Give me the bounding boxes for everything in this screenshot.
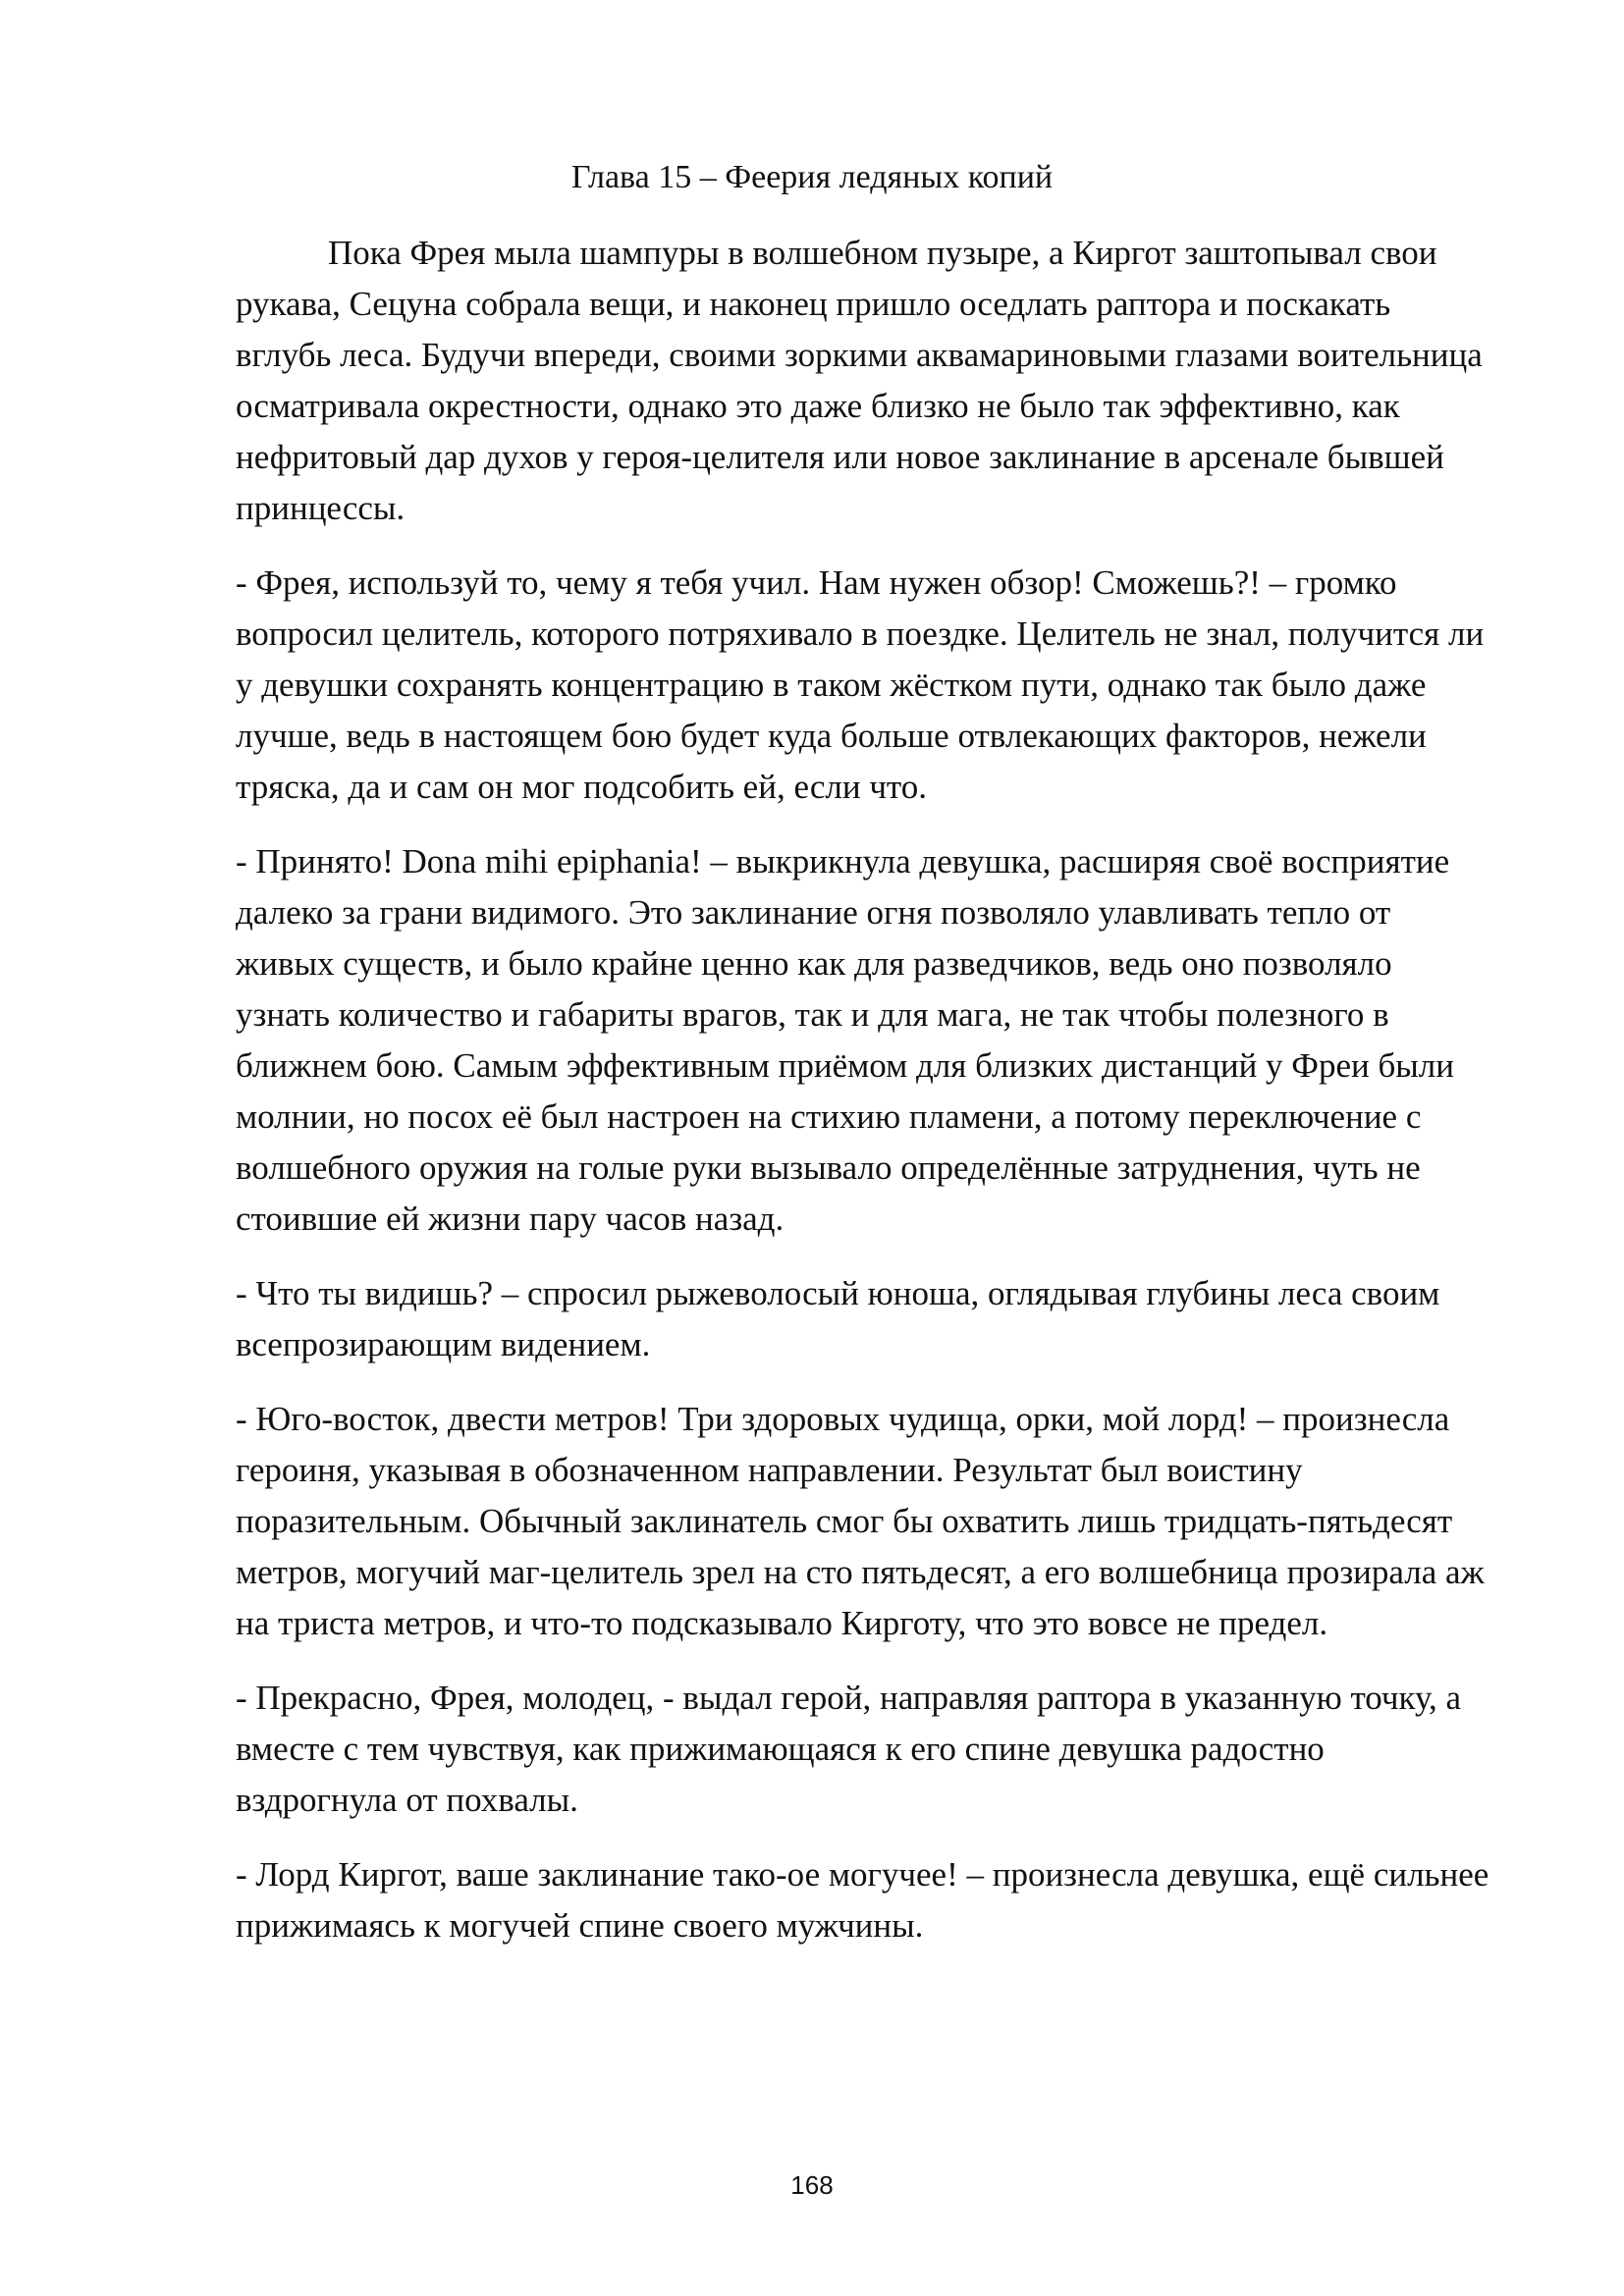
chapter-body <box>236 228 1490 1975</box>
paragraph: - Прекрасно, Фрея, молодец, - выдал герой, направляя раптора в указанную точку, а вместе с тем чувствуя, как прижимающаяся к его спине девушка радостно вздрогнула от похвалы. <box>236 1679 1462 1819</box>
paragraph: - Лорд Киргот, ваше заклинание тако-ое могучее! – произнесла девушка, ещё сильнее прижимаясь к могучей спине своего мужчины. <box>236 1855 1489 1945</box>
paragraph: - Что ты видишь? – спросил рыжеволосый юноша, оглядывая глубины леса своим всепрозирающим видением. <box>236 1274 1440 1363</box>
page-number: 168 <box>790 2170 834 2200</box>
chapter-title: Глава 15 – Феерия ледяных копий <box>570 159 1054 195</box>
paragraph: - Принято! Dona mihi epiphania! – выкрикнула девушка, расширяя своё восприятие далеко за грани видимого. Это заклинание огня позволяло улавливать тепло от живых существ, и было крайне ценно как для разведчиков, ведь оно позволяло узнать количество и габариты врагов, так и для мага, не так чтобы полезного в ближнем бою. Самым эффективным приёмом для близких дистанций у Фреи были молнии, но посох её был настроен на стихию пламени, а потому переключение с волшебного оружия на голые руки вызывало определённые затруднения, чуть не стоившие ей жизни пару часов назад. <box>236 842 1454 1238</box>
paragraph: - Фрея, используй то, чему я тебя учил. Нам нужен обзор! Сможешь?! – громко вопросил целитель, которого потряхивало в поездке. Целитель не знал, получится ли у девушки сохранять концентрацию в таком жёстком пути, однако так было даже лучше, ведь в настоящем бою будет куда больше отвлекающих факторов, нежели тряска, да и сам он мог подсобить ей, если что. <box>236 563 1485 806</box>
paragraph: Пока Фрея мыла шампуры в волшебном пузыре, а Киргот заштопывал свои рукава, Сецуна собрала вещи, и наконец пришло оседлать раптора и поскакать вглубь леса. Будучи впереди, своими зоркими аквамариновыми глазами воительница осматривала окрестности, однако это даже близко не было так эффективно, как нефритовый дар духов у героя-целителя или новое заклинание в арсенале бывшей принцессы. <box>236 234 1483 527</box>
paragraph: - Юго-восток, двести метров! Три здоровых чудища, орки, мой лорд! – произнесла героиня, указывая в обозначенном направлении. Результат был воистину поразительным. Обычный заклинатель смог бы охватить лишь тридцать-пятьдесят метров, могучий маг-целитель зрел на сто пятьдесят, а его волшебница прозирала аж на триста метров, и что-то подсказывало Кирготу, что это вовсе не предел. <box>236 1400 1485 1642</box>
